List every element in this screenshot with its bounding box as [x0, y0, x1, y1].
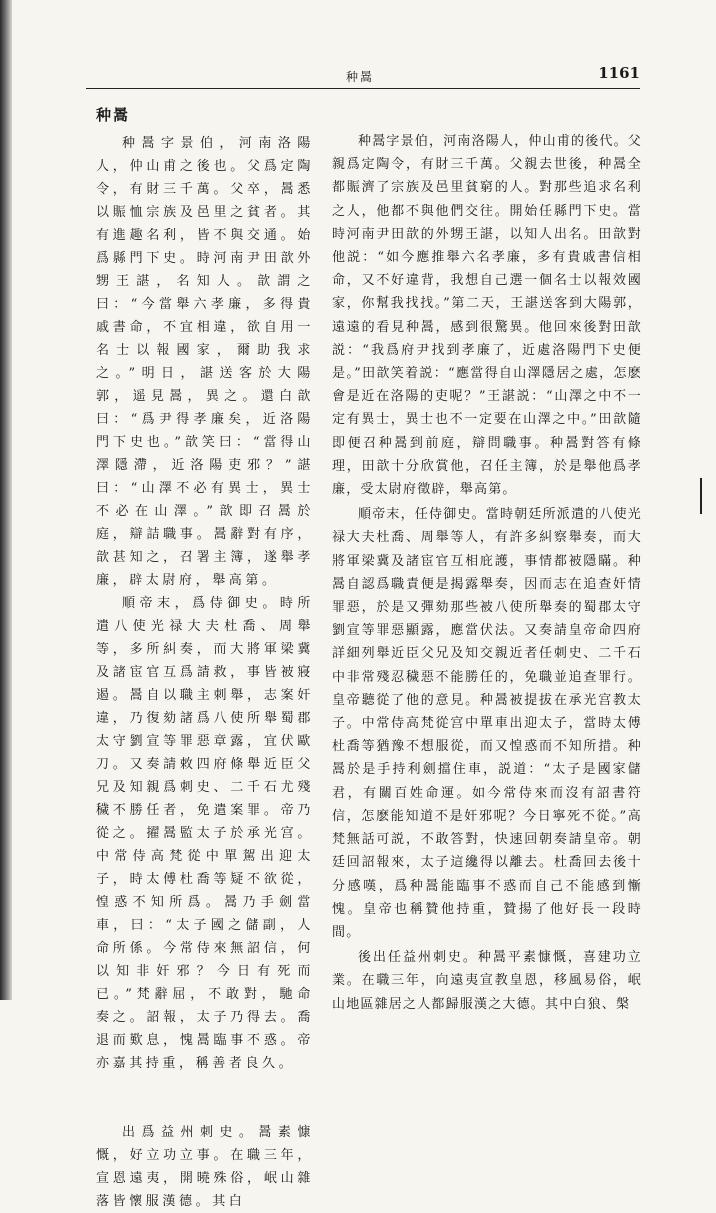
paragraph-gap — [96, 1075, 314, 1121]
classical-paragraph-1: 种暠字景伯，河南洛陽人，仲山甫之後也。父爲定陶令，有財三千萬。父卒，暠悉以賑恤宗族及邑里之貧者。其有進趣名利，皆不與交通。始爲縣門下史。時河南尹田歆外甥王諶，名知人。歆謂之曰：“今當舉六孝廉，多得貴戚書命，不宜相違，欲自用一名士以報國家，爾助我求之。”明日，諶送客於大陽郭，遥見暠，異之。還白歆曰：“爲尹得孝廉矣，近洛陽門下史也。”歆笑曰：“當得山澤隱滯，近洛陽吏邪？”諶曰：“山澤不必有異士，異士不必在山澤。”歆即召暠於庭，辯詰職事。暠辭對有序，歆甚知之，召署主簿，遂舉孝廉，辟太尉府，舉高第。 — [96, 136, 314, 588]
classical-paragraph-3: 出爲益州刺史。暠素慷慨，好立功立事。在職三年，宣恩遠夷，開曉殊俗，岷山雜落皆懷服漢德。其白 — [96, 1125, 314, 1209]
translation-paragraph-1: 种暠字景伯，河南洛陽人，仲山甫的後代。父親爲定陶令，有財三千萬。父親去世後，种暠全都賑濟了宗族及邑里貧窮的人。對那些追求名利之人，他都不與他們交往。開始任縣門下史。當時河南尹田歆的外甥王諶，以知人出名。田歆對他説：“如今應推舉六名孝廉，多有貴戚書信相命，又不好違背，我想自己選一個名士以報效國家，你幫我找找。”第二天，王諶送客到大陽郭，遠遠的看見种暠，感到很驚異。他回來後對田歆説：“我爲府尹找到孝廉了，近處洛陽門下史便是。”田歆笑着説：“應當得自山澤隱居之處，怎麽會是近在洛陽的吏呢？”王諶説：“山澤之中不一定有異士，異士也不一定要在山澤之中。”田歆隨即便召种暠到前庭，辯問職事。种暠對答有條理，田歆十分欣賞他，召任主簿，於是舉他爲孝廉，受太尉府徵辟，舉高第。 — [332, 134, 643, 498]
classical-text-column — [96, 100, 314, 1213]
entry-heading: 种暠 — [96, 106, 131, 124]
header-rule — [86, 88, 640, 89]
page-number: 1161 — [598, 64, 640, 82]
translation-column — [332, 130, 642, 1018]
running-title: 种暠 — [345, 70, 374, 84]
translation-paragraph-3: 後出任益州刺史。种暠平素慷慨，喜建功立業。在職三年，向遠夷宣教皇恩，移風易俗，岷山地區雜居之人都歸服漢之大德。其中白狼、槃 — [332, 950, 642, 1012]
translation-paragraph-2: 順帝末，任侍御史。當時朝廷所派遣的八使光禄大夫杜喬、周舉等人，有許多糾察舉奏，而大將軍梁冀及諸宦官互相庇護，事情都被隱瞞。种暠自認爲職責便是揭露舉奏，因而志在追查奸情罪惡，於是又彈劾那些被八使所舉奏的蜀郡太守劉宣等罪惡顯露，應當伏法。又奏請皇帝命四府詳細列舉近臣父兄及知交親近者任刺史、二千石中非常殘忍穢惡不能勝任的，免職並追查罪行。皇帝聽從了他的意見。种暠被提拔在承光宫教太子。中常侍高梵從宫中單車出迎太子，當時太傅杜喬等猶豫不想服從，而又惶惑而不知所措。种暠於是手持利劍擋住車，説道：“太子是國家儲君，有關百姓命運。如今常侍來而沒有詔書符信，怎麽能知道不是奸邪呢？今日寧死不從。”高梵無話可説，不敢答對，快速回朝奏請皇帝。朝廷回詔報來，太子這纔得以離去。杜喬回去後十分感嘆，爲种暠能臨事不惑而自己不能感到慚愧。皇帝也稱贊他持重，贊揚了他好長一段時間。 — [332, 507, 643, 940]
margin-mark — [700, 478, 702, 514]
binding-shadow — [0, 0, 12, 1000]
classical-paragraph-2: 順帝末，爲侍御史。時所遣八使光禄大夫杜喬、周舉等，多所糾奏，而大將軍梁冀及諸宦官互爲請救，事皆被寢遏。暠自以職主刺舉，志案奸違，乃復劾諸爲八使所舉蜀郡太守劉宣等罪惡章露，宜伏歐刀。又奏請敕四府條舉近臣父兄及知親爲刺史、二千石尤殘穢不勝任者，免遣案罪。帝乃從之。擢暠監太子於承光宫。中常侍高梵從中單駕出迎太子，時太傅杜喬等疑不欲從，惶惑不知所爲。暠乃手劍當車，曰：“太子國之儲副，人命所係。今常侍來無詔信，何以知非奸邪？今日有死而已。”梵辭屈，不敢對，馳命奏之。詔報，太子乃得去。喬退而歎息，愧暠臨事不惑。帝亦嘉其持重，稱善者良久。 — [96, 596, 314, 1071]
